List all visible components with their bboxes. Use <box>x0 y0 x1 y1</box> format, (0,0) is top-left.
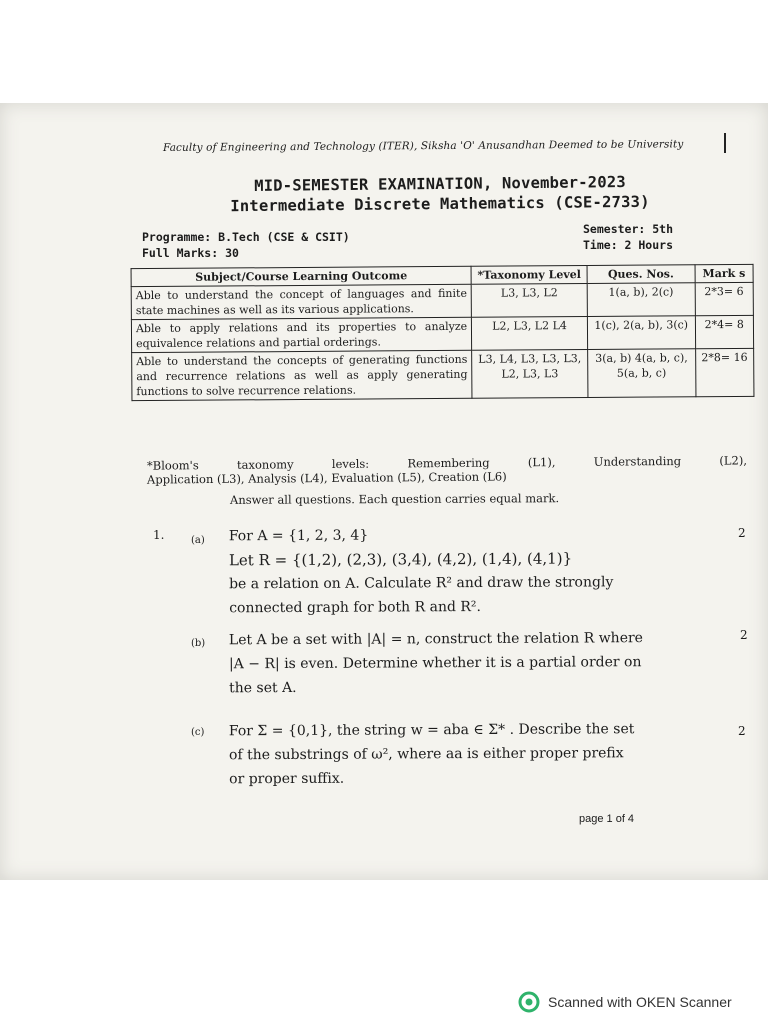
instruction: Answer all questions. Each question carries equal mark. <box>229 491 560 507</box>
col-header-marks: Mark s <box>695 264 754 282</box>
questions-cell: 1(c), 2(a, b), 3(c) <box>587 316 695 350</box>
table-row <box>132 348 754 400</box>
part-c-line: of the substrings of ω², where aa is either proper prefix <box>228 745 624 764</box>
col-header-outcome: Subject/Course Learning Outcome <box>131 266 471 286</box>
taxonomy-cell: L2, L3, L2 L4 <box>472 316 588 350</box>
header-divider <box>724 133 726 153</box>
part-c-text <box>229 717 729 792</box>
scanner-watermark <box>518 990 732 1014</box>
outcome-cell: Able to apply relations and its properties to analyze equivalence relations and partial orderings. <box>131 317 471 352</box>
part-b-mark: 2 <box>740 628 748 642</box>
part-b-label: (b) <box>191 638 206 649</box>
marks-cell: 2*4= 8 <box>695 315 754 348</box>
part-a-label: (a) <box>191 535 205 546</box>
faculty-header: Faculty of Engineering and Technology (ITER), Siksha 'O' Anusandhan Deemed to be University <box>162 138 684 154</box>
part-a-line: For A = {1, 2, 3, 4} <box>228 527 369 545</box>
learning-outcome-table <box>131 264 755 401</box>
marks-cell: 2*3= 6 <box>695 282 754 315</box>
part-a-mark: 2 <box>738 526 746 540</box>
oken-scanner-logo-icon <box>518 991 540 1013</box>
part-a-line: connected graph for both R and R². <box>229 598 482 617</box>
semester: Semester: 5th <box>583 222 674 236</box>
time: Time: 2 Hours <box>583 238 674 252</box>
part-b-line: Let A be a set with |A| = n, construct the relation R where <box>228 630 643 649</box>
part-b-line: |A − R| is even. Determine whether it is a partial order on <box>228 654 642 673</box>
bloom-levels-line1: *Bloom's taxonomy levels: Remembering (L1), Understanding (L2), <box>146 453 748 473</box>
questions-cell: 3(a, b) 4(a, b, c), 5(a, b, c) <box>588 349 696 398</box>
part-a-line: be a relation on A. Calculate R² and draw the strongly <box>229 574 614 593</box>
col-header-questions: Ques. Nos. <box>587 265 695 284</box>
outcome-cell: Able to understand the concept of languages and finite state machines as well as its various applications. <box>131 284 471 319</box>
subject-title: Intermediate Discrete Mathematics (CSE-2733) <box>230 192 650 216</box>
bloom-levels-line2: Application (L3), Analysis (L4), Evaluation (L5), Creation (L6) <box>146 469 507 487</box>
full-marks: Full Marks: 30 <box>142 246 239 260</box>
marks-cell: 2*8= 16 <box>695 348 754 396</box>
scanner-label: Scanned with OKEN Scanner <box>548 994 732 1010</box>
table-row <box>131 282 753 319</box>
question-number: 1. <box>153 528 165 542</box>
part-b-text <box>229 626 729 701</box>
part-c-line: or proper suffix. <box>229 770 345 788</box>
part-c-label: (c) <box>191 727 205 738</box>
part-a-line: Let R = {(1,2), (2,3), (3,4), (4,2), (1,4), (4,1)} <box>228 549 573 570</box>
programme: Programme: B.Tech (CSE & CSIT) <box>142 230 350 244</box>
table-row <box>131 315 753 352</box>
exam-title: MID-SEMESTER EXAMINATION, November-2023 <box>254 173 626 195</box>
col-header-taxonomy: *Taxonomy Level <box>471 265 587 284</box>
outcome-cell: Able to understand the concepts of generating functions and recurrence relations as well as apply generating functions to solve recurrence relations. <box>132 350 473 400</box>
part-b-line: the set A. <box>229 679 297 697</box>
part-a-text <box>229 522 729 621</box>
part-c-line: For Σ = {0,1}, the string w = aba ∈ Σ* . Describe the set <box>228 721 635 740</box>
taxonomy-cell: L3, L3, L2 <box>471 283 587 317</box>
page-number: page 1 of 4 <box>579 813 635 825</box>
part-c-mark: 2 <box>738 724 746 738</box>
questions-cell: 1(a, b), 2(c) <box>587 283 695 317</box>
taxonomy-cell: L3, L4, L3, L3, L3, L2, L3, L3 <box>472 349 588 398</box>
